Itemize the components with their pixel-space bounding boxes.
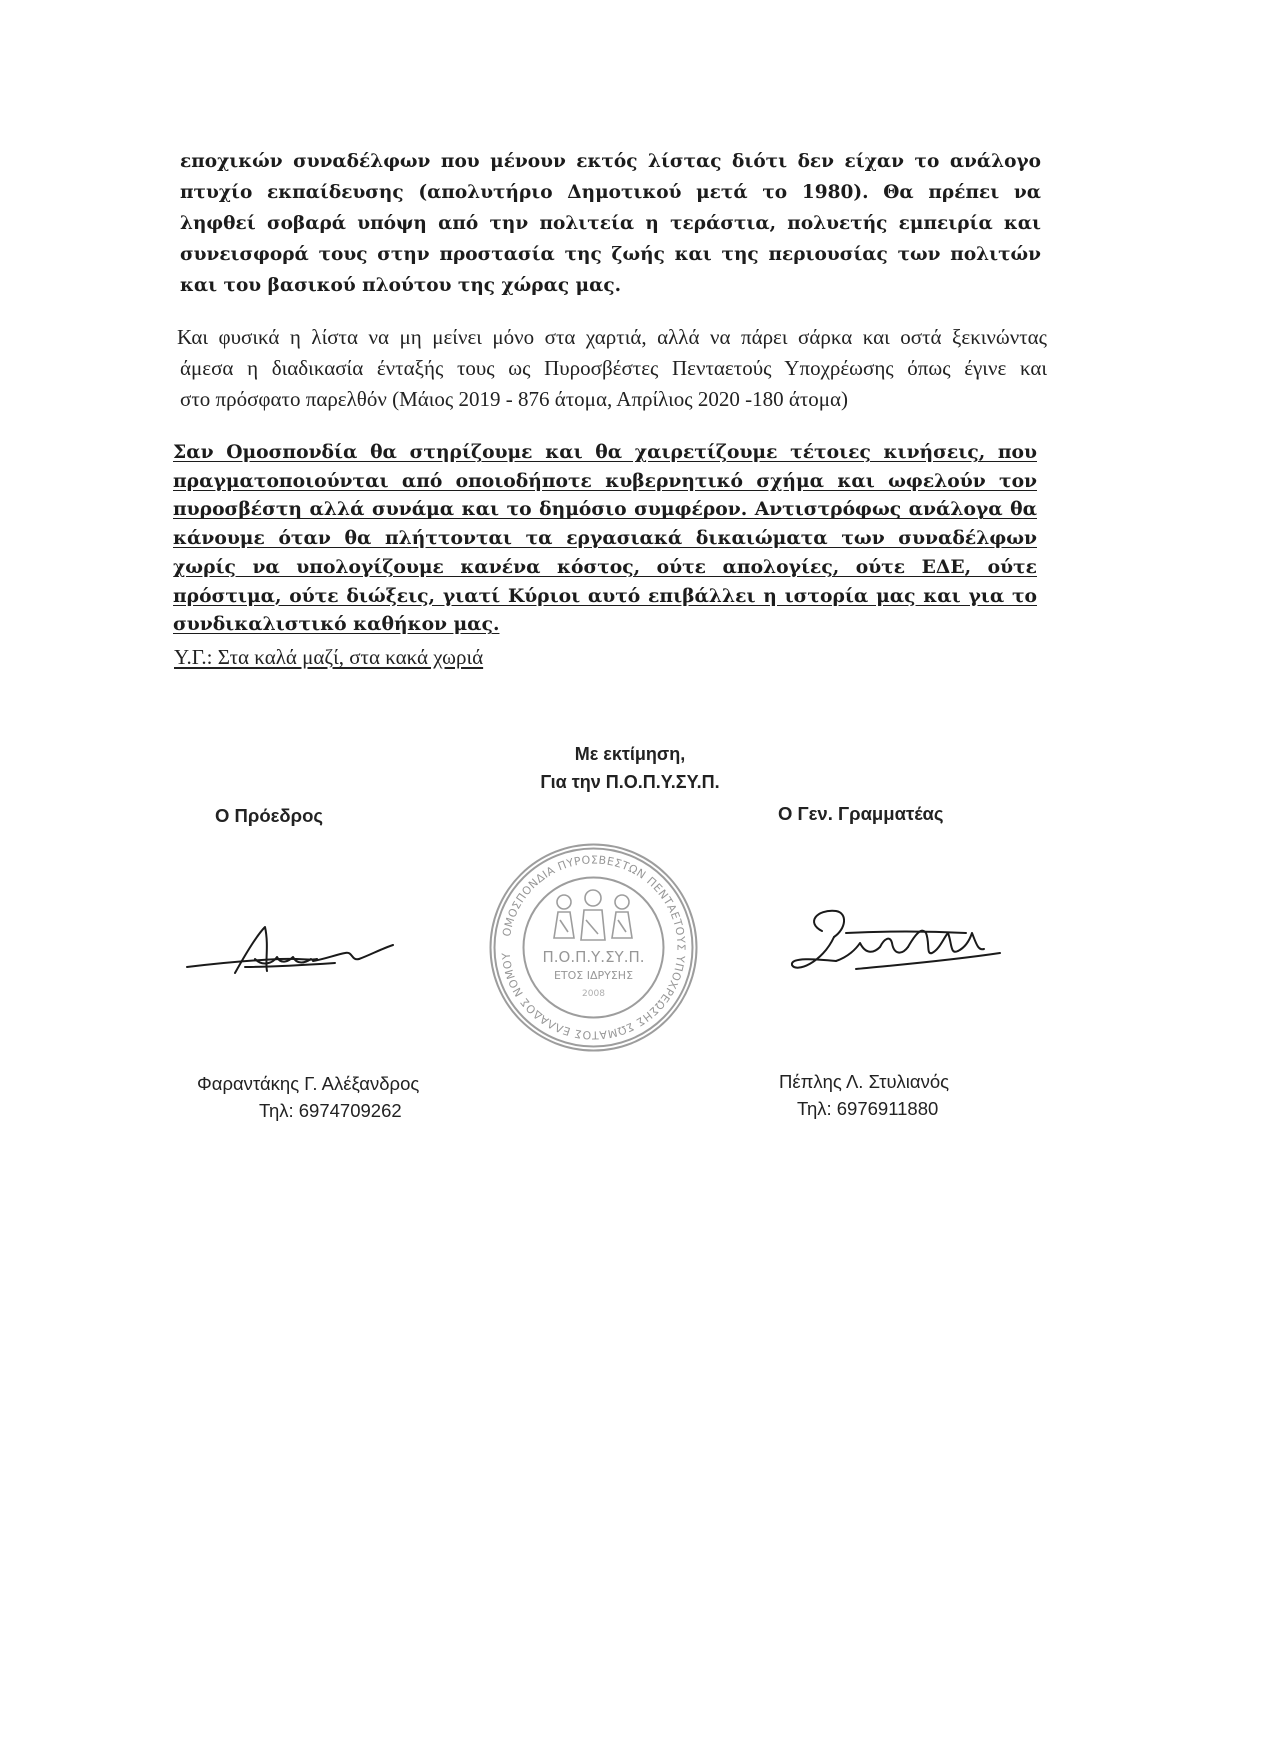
paragraph-line: Και φυσικά η λίστα να μη μείνει μόνο στα χαρτιά, αλλά να πάρει σάρκα και οστά ξεκινώντας [177,325,1047,349]
paragraph-seasonal-colleagues: εποχικών συναδέλφων που μένουν εκτός λίστας διότι δεν είχαν το ανάλογο πτυχίο εκπαίδευσης (απολυτήριο Δημοτικού μετά το 1980). Θα πρέπει να ληφθεί σοβαρά υπόψη από την πολιτεία η τεράστια, πολυετής εμπειρία και συνεισφορά τους στην προστασία της ζωής και της περιουσίας των πολιτών και του βασικού πλούτου της χώρας μας. [180,151,1041,296]
secretary-phone: Τηλ: 6976911880 [797,1098,939,1119]
president-name-block [197,1070,419,1124]
secretary-role: Ο Γεν. Γραμματέας [778,803,944,824]
president-name: Φαραντάκης Γ. Αλέξανδρος [197,1073,420,1094]
paragraph-line: άμεσα η διαδικασία ένταξής τους ως Πυροσβέστες Πενταετούς Υποχρέωσης όπως έγινε και [180,356,1047,380]
secretary-name: Πέπλης Λ. Στυλιανός [779,1071,950,1092]
secretary-signature [786,903,1016,993]
paragraph-federation-stance: Σαν Ομοσπονδία θα στηρίζουμε και θα χαιρετίζουμε τέτοιες κινήσεις, που πραγματοποιούνται από οποιοδήποτε κυβερνητικό σχήμα και ωφελούν τον πυροσβέστη αλλά συνάμα και το δημόσιο συμφέρον. Αντιστρόφως ανάλογα θα κάνουμε όταν θα πλήττονται τα εργασιακά δικαιώματα των συναδέλφων χωρίς να υπολογίζουμε κανένα κόστος, ούτε απολογίες, ούτε ΕΔΕ, ούτε πρόστιμα, ούτε διώξεις, γιατί Κύριοι αυτό επιβάλλει η ιστορία μας και για το συνδικαλιστικό καθήκον μας. [173,441,1037,636]
president-signature [185,915,400,1005]
seal-founded-label: ΕΤΟΣ ΙΔΡΥΣΗΣ [553,969,634,982]
seal-abbreviation: Π.Ο.Π.Υ.ΣΥ.Π. [542,948,645,966]
postscript: Υ.Γ.: Στα καλά μαζί, στα κακά χωριά [174,645,484,669]
seal-ring-text: ΟΜΟΣΠΟΝΔΙΑ ΠΥΡΟΣΒΕΣΤΩΝ ΠΕΝΤΑΕΤΟΥΣ ΥΠΟΧΡΕΩΣΗΣ ΣΩΜΑΤΟΣ ΕΛΛΑΔΟΣ ΝΟΜΟΥ [499,853,688,1042]
seal-year: 2008 [582,989,605,999]
paragraph-list-integration [177,322,1047,415]
secretary-name-block [779,1068,949,1122]
president-role: Ο Πρόεδρος [215,805,324,826]
closing-regards: Με εκτίμηση, [574,744,686,764]
organization-seal [486,840,701,1055]
closing-block [500,740,760,796]
president-phone: Τηλ: 6974709262 [259,1100,402,1121]
paragraph-line: στο πρόσφατο παρελθόν (Μάιος 2019 - 876 άτομα, Απρίλιος 2020 -180 άτομα) [180,387,849,411]
closing-organization: Για την Π.Ο.Π.Υ.ΣΥ.Π. [540,772,720,792]
